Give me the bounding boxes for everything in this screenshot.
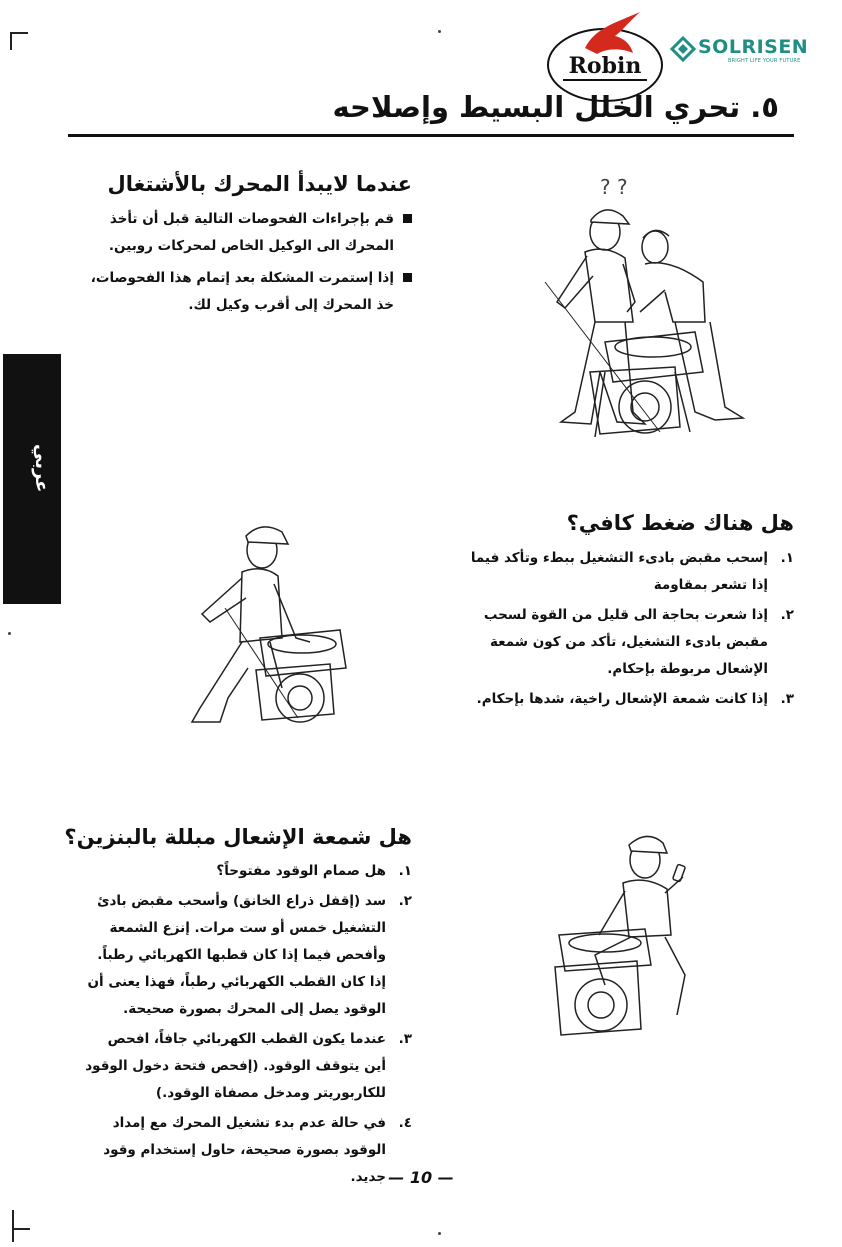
- section3-numbered-list: [82, 858, 412, 1194]
- list-item: ٤. في حالة عدم بدء تشغيل المحرك مع إمداد الوقود بصورة صحيحة، حاول إستخدام وقود جديد.: [103, 1115, 412, 1185]
- solrisen-wordmark: SOLRISEN: [698, 36, 809, 58]
- page-title: ٥. تحري الخلل البسيط وإصلاحه: [332, 90, 779, 124]
- solrisen-logo: [670, 34, 822, 68]
- solrisen-tagline: BRIGHT LIFE YOUR FUTURE: [728, 58, 801, 64]
- title-rule: [68, 134, 794, 137]
- language-side-tab: [3, 354, 61, 604]
- section-heading-engine-not-starting: عندما لايبدأ المحرك بالأشتغال: [107, 172, 412, 196]
- list-item: ٢. إذا شعرت بحاجة الى قليل من القوة لسحب مقبض بادىء التشغيل، تأكد من كون شمعة الإشعال مربوطة بإحكام.: [483, 607, 794, 677]
- section-heading-compression: هل هناك ضغط كافي؟: [566, 511, 794, 535]
- registration-dot: [438, 30, 441, 33]
- illustration-inspecting-spark-plug: [545, 825, 705, 1055]
- list-item: ١. إسحب مقبض بادىء التشغيل ببطء وتأكد فيما إذا تشعر بمقاومة: [470, 550, 794, 593]
- side-tab-label: عربي: [31, 444, 52, 493]
- list-item: ١. هل صمام الوقود مفتوحاً؟: [216, 863, 412, 879]
- spark-plug-icon: [673, 864, 686, 882]
- crop-mark-top-left-v: [10, 32, 12, 50]
- square-bullet-icon: [403, 214, 412, 223]
- crop-mark-bottom-left-h: [12, 1228, 30, 1230]
- list-item: قم بإجراءات الفحوصات التالية قبل أن تأخذ المحرك الى الوكيل الخاص لمحركات روبين.: [82, 206, 412, 260]
- page-number: — 10 —: [388, 1168, 454, 1187]
- registration-dot: [8, 632, 11, 635]
- registration-dot: [438, 1232, 441, 1235]
- list-item: إذا إستمرت المشكلة بعد إتمام هذا الفحوصات، خذ المحرك إلى أقرب وكيل لك.: [82, 265, 412, 319]
- svg-text:? ?: ? ?: [600, 175, 628, 199]
- solrisen-mark-icon: [670, 36, 696, 62]
- section1-bullet-list: [82, 206, 412, 324]
- section2-numbered-list: [458, 545, 794, 716]
- section-heading-spark-plug-wet: هل شمعة الإشعال مبللة بالبنزين؟: [64, 825, 412, 849]
- illustration-puzzled-mechanics: [505, 172, 765, 442]
- svg-text:Robin: Robin: [568, 53, 642, 79]
- list-item: ٣. إذا كانت شمعة الإشعال راخية، شدها بإحكام.: [476, 691, 794, 707]
- illustration-pulling-starter: [170, 518, 370, 748]
- list-item: ٣. عندما يكون القطب الكهربائي جافاً، افحص أين يتوقف الوقود. (إفحص فتحة دخول الوقود للكاربوريتر ومدخل مصفاة الوقود.): [85, 1031, 412, 1101]
- list-item: ٢. سد (إقفل ذراع الخانق) وأسحب مقبض بادئ التشغيل خمس أو ست مرات. إنزع الشمعة وأفحص فيما إذا كان قطبها الكهربائي رطباً. إذا كان القطب الكهربائي رطباً، فهذا يعنى أن الوقود يصل إلى المحرك بصورة صحيحة.: [87, 893, 412, 1017]
- square-bullet-icon: [403, 273, 412, 282]
- crop-mark-bottom-left-v: [12, 1210, 14, 1242]
- crop-mark-top-left-h: [10, 32, 28, 34]
